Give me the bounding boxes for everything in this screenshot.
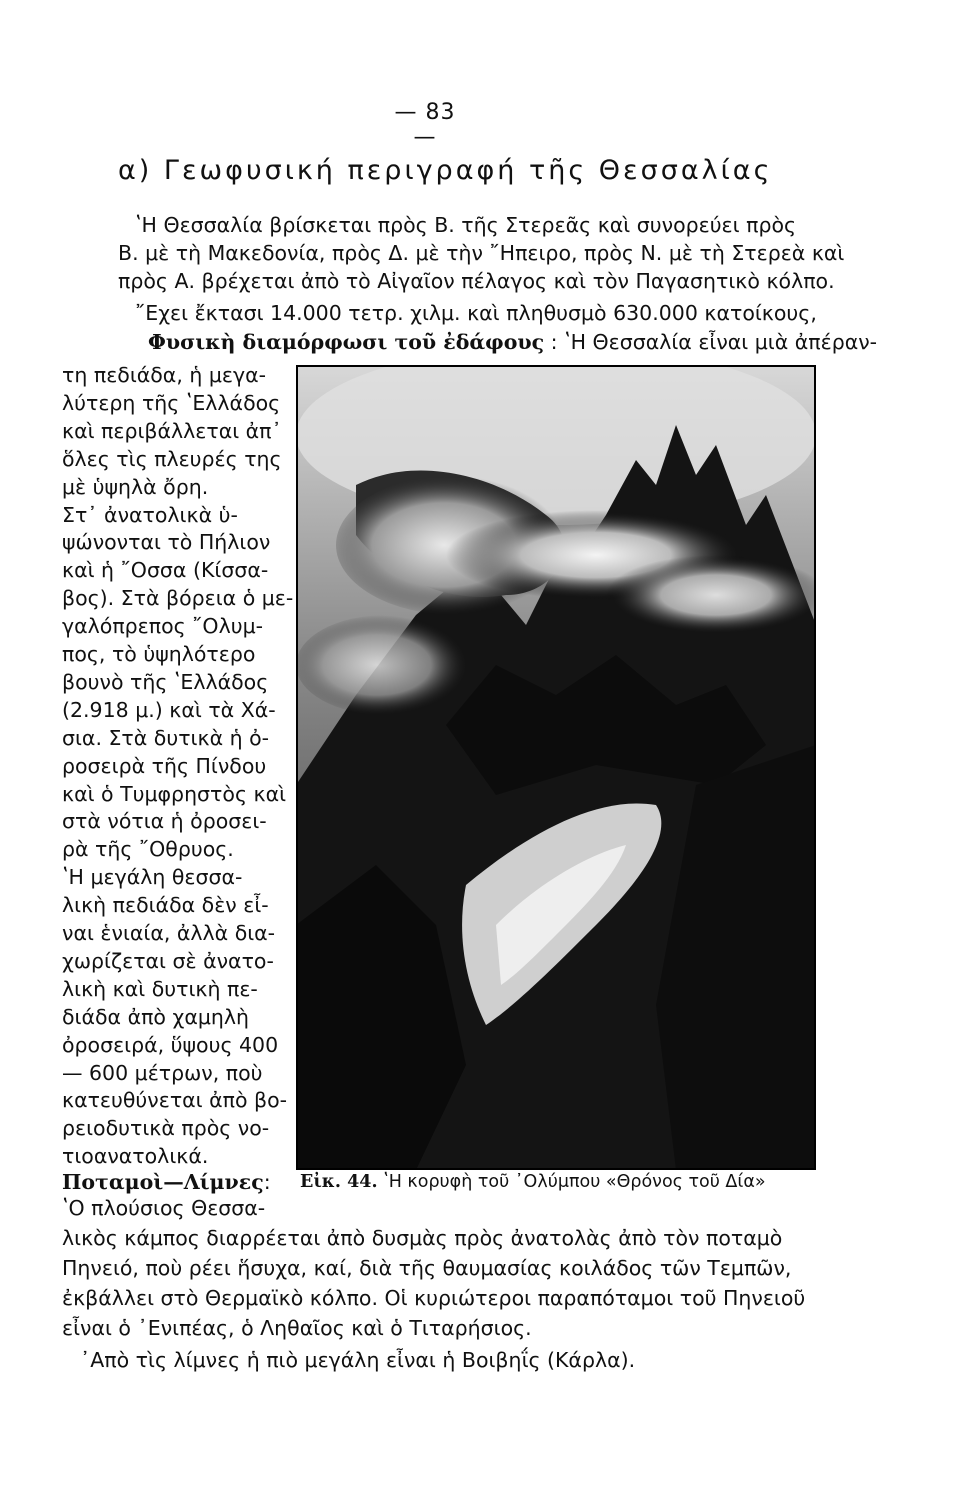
rivers-line: ἐκβάλλει στὸ Θερμαϊκὸ κόλπο. Οἱ κυριώτεροι παραπόταμοι τοῦ Πηνειοῦ xyxy=(62,1286,806,1310)
olympus-photograph xyxy=(296,365,816,1170)
physical-features-heading: Φυσικὴ διαμόρφωσι τοῦ ἐδάφους xyxy=(148,330,545,354)
intro-line: Β. μὲ τὴ Μακεδονία, πρὸς Δ. μὲ τὴν ῎Ηπειρο, πρὸς Ν. μὲ τὴ Στερεὰ καὶ xyxy=(118,241,845,265)
column-line: βουνὸ τῆς ʽΕλλάδος xyxy=(62,669,269,694)
column-line: ρειοδυτικὰ πρὸς νο- xyxy=(62,1116,270,1141)
intro-line: πρὸς Α. βρέχεται ἀπὸ τὸ Αἰγαῖον πέλαγος καὶ τὸν Παγασητικὸ κόλπο. xyxy=(118,269,835,293)
column-line: σια. Στὰ δυτικὰ ἡ ὀ- xyxy=(62,725,270,750)
column-line: μὲ ὑψηλὰ ὄρη. xyxy=(62,474,209,499)
figure-caption-text: ʽΗ κορυφὴ τοῦ ᾽Ολύμπου «Θρόνος τοῦ Δία» xyxy=(383,1172,766,1192)
mountain-peak-image xyxy=(296,365,816,1170)
column-line: Στ᾽ ἀνατολικὰ ὑ- xyxy=(62,502,238,527)
rivers-line: ʽΟ πλούσιος Θεσσα- xyxy=(62,1196,266,1220)
column-line: λύτερη τῆς ʽΕλλάδος xyxy=(62,390,281,415)
rivers-lakes-heading: Ποταμοὶ—Λίμνες xyxy=(62,1170,264,1194)
column-line: (2.918 μ.) καὶ τὰ Χά- xyxy=(62,697,276,722)
column-line: καὶ ὁ Τυμφρηστὸς καὶ xyxy=(62,781,287,806)
column-line: ροσειρὰ τῆς Πίνδου xyxy=(62,753,267,778)
intro-line: ʽΗ Θεσσαλία βρίσκεται πρὸς Β. τῆς Στερεᾶς καὶ συνορεύει πρὸς xyxy=(135,213,797,237)
section-heading: α) Γεωφυσική περιγραφή τῆς Θεσσαλίας xyxy=(118,155,773,186)
column-line: ὅλες τὶς πλευρές της xyxy=(62,446,282,471)
column-line: ὀροσειρά, ὕψους 400 xyxy=(62,1032,279,1057)
column-line: βος). Στὰ βόρεια ὁ με- xyxy=(62,586,294,611)
section-physical-line xyxy=(148,332,877,353)
figure-label: Εἰκ. 44. xyxy=(300,1172,378,1192)
rivers-line: λικὸς κάμπος διαρρέεται ἀπὸ δυσμὰς πρὸς ἀνατολὰς ἀπὸ τὸν ποταμὸ xyxy=(62,1226,783,1250)
column-line: πος, τὸ ὑψηλότερο xyxy=(62,642,256,666)
column-line: ρὰ τῆς ῎Οθρυος. xyxy=(62,837,234,862)
column-line: γαλόπρεπος ῎Ολυμ- xyxy=(62,614,264,639)
page-number: — 83 — xyxy=(394,100,456,150)
figure-caption xyxy=(300,1172,766,1192)
column-line: τη πεδιάδα, ἡ μεγα- xyxy=(62,363,267,387)
column-line: στὰ νότια ἡ ὀροσει- xyxy=(62,809,267,834)
column-line: λικὴ καὶ δυτικὴ πε- xyxy=(62,976,258,1001)
column-line: — 600 μέτρων, ποὺ xyxy=(62,1060,263,1085)
rivers-line: Πηνειό, ποὺ ρέει ἥσυχα, καί, διὰ τῆς θαυμασίας κοιλάδος τῶν Τεμπῶν, xyxy=(62,1256,792,1280)
column-line: λικὴ πεδιάδα δὲν εἶ- xyxy=(62,893,269,918)
lakes-line: ᾽Απὸ τὶς λίμνες ἡ πιὸ μεγάλη εἶναι ἡ Βοιβηΐς (Κάρλα). xyxy=(80,1348,636,1372)
column-line: διάδα ἀπὸ χαμηλὴ xyxy=(62,1004,249,1029)
column-line: ναι ἑνιαία, ἀλλὰ δια- xyxy=(62,921,276,945)
column-line: χωρίζεται σὲ ἀνατο- xyxy=(62,948,274,973)
section-rivers-line xyxy=(62,1172,271,1193)
rivers-line: εἶναι ὁ ᾽Ενιπέας, ὁ Ληθαῖος καὶ ὁ Τιταρήσιος. xyxy=(62,1316,532,1340)
rivers-colon: : xyxy=(263,1170,271,1194)
column-line: ψώνονται τὸ Πήλιον xyxy=(62,530,271,555)
column-line: κατευθύνεται ἀπὸ βο- xyxy=(62,1088,288,1113)
physical-features-text: : ʽΗ Θεσσαλία εἶναι μιὰ ἀπέραν- xyxy=(550,330,878,354)
intro-line: ῎Εχει ἔκτασι 14.000 τετρ. χιλμ. καὶ πληθυσμὸ 630.000 κατοίκους, xyxy=(135,301,817,325)
column-line: καὶ περιβάλλεται ἀπ᾽ xyxy=(62,418,282,443)
column-line: τιοανατολικά. xyxy=(62,1144,209,1169)
column-line: ʽΗ μεγάλη θεσσα- xyxy=(62,865,243,890)
column-line: καὶ ἡ ῎Οσσα (Κίσσα- xyxy=(62,558,269,583)
